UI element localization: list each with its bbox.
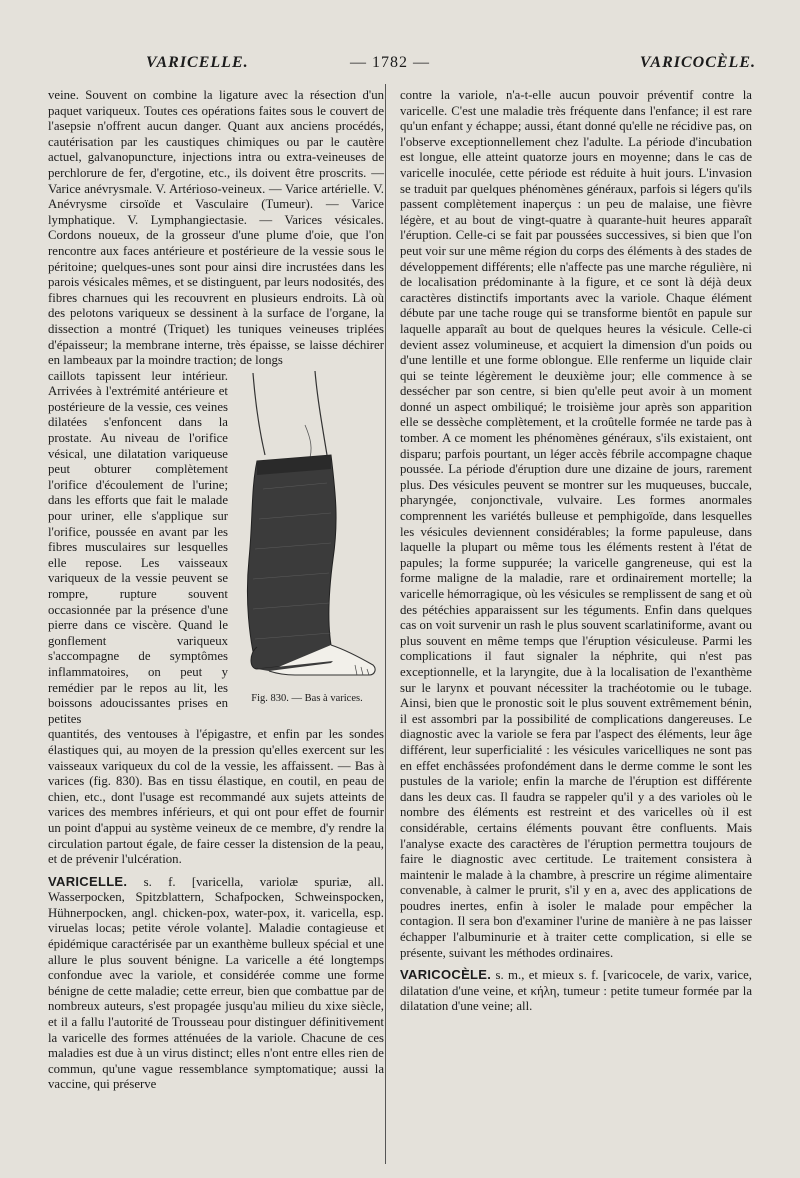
varices-text-wrapped: caillots tapissent leur intérieur. Arrivées à l'extrémité antérieure et postérieure de la vessie, ces veines dilatées s'enfoncent dans la prostate. Au niveau de l'orifice vésical, une dilatation variqueuse peut obturer complètement l'orifice d'écoulement de l'urine; dans les efforts que fait le malade pour uriner, elle s'applique sur l'orifice, poussée en avant par les fibres musculaires sur lesquelles elle repose. Les vaisseaux variqueux de la vessie peuvent se rompre, rupture souvent occasionnée par la présence d'une pierre dans ce viscère. Quand le gonflement variqueux s'accompagne de symptômes inflammatoires, on peut y remédier par le repos au lit, les boissons adoucissantes prises en petites [48,368,228,726]
varicocele-headword: VARICOCÈLE. [400,967,492,983]
figure-caption: Fig. 830. — Bas à varices. [251,692,363,704]
varicelle-headword: VARICELLE. [48,873,128,889]
varices-text-top: veine. Souvent on combine la ligature avec la résection d'un paquet variqueux. Toutes ces opérations faites sous le couvert de l'asepsie n'offrent aucun danger. Quant aux anciens procédés, cautérisation par les caustiques chimiques ou par le cautère actuel, galvanopuncture, injections intra ou extra-veineuses de perchlorure de fer, d'ergotine, etc., ils doivent être proscrits. — Varice anévrysmale. V. Artérioso-veineux. — Varice artérielle. V. Anévrysme cirsoïde et Vasculaire (Tumeur). — Varice lymphatique. V. Lymphangiectasie. — Varices vésicales. Cordons noueux, de la grosseur d'une plume d'oie, que l'on rencontre aux faces antérieure et postérieure de la vessie sous le péritoine; quelques-unes sont pour ainsi dire incrustées dans les parois vésicales mêmes, et se distinguent, par leurs nodosités, des fibres charnues qui les recouvrent en plusieurs endroits. Là où des pelotons variqueux se dessinent à la surface de l'organe, la dissection a montré (Triquet) les tuniques veineuses triplées d'épaisseur; la membrane interne, très épaisse, se laisse déchirer en lambeaux par la moindre traction; de longs [48,88,384,368]
compression-stocking-illustration [235,369,379,689]
left-column [48,88,384,1093]
figure-wrap [48,369,384,728]
right-column [400,88,752,1015]
page-number: — 1782 — [350,54,430,71]
varicelle-entry [48,874,384,1093]
header-right-word: VARICOCÈLE. [639,54,756,71]
varicocele-body: s. m., et mieux s. f. [varicocele, de varix, varice, dilatation d'une veine, et κήλη, tumeur : petite tumeur formée par la dilatation d'une veine; all. [400,968,752,1014]
varices-text-end: quantités, des ventouses à l'épigastre, et enfin par les sondes élastiques qui, au moyen de la pression qu'elles exercent sur les vaisseaux variqueux du col de la vessie, les affaissent. — Bas à varices (fig. 830). Bas en tissu élastique, en coutil, en peau de chien, etc., dont l'usage est recommandé aux sujets atteints de varices des membres inférieurs, et qui ont pour effet de fournir un point d'appui au système veineux de ce membre, d'y rendre la circulation partout égale, de faire cesser la distension de la peau, et de prévenir l'ulcération. [48,727,384,867]
figure-830 [234,369,380,728]
varicelle-continued: contre la variole, n'a-t-elle aucun pouvoir préventif contre la varicelle. C'est une maladie très fréquente dans l'enfance; il est rare qu'un enfant y échappe; aussi, étant donné qu'elle ne récidive pas, on l'observe exceptionnellement chez l'adulte. La période d'incubation est longue, elle atteint quatorze jours en moyenne; dans le cas de varicelle inoculée, cette période est réduite à huit jours. L'invasion se traduit par quelques phénomènes généraux, parfois si légers qu'ils passent complètement inaperçus : un peu de malaise, une fièvre légère, et au bout de vingt-quatre à quarante-huit heures apparaît l'éruption. Celle-ci se fait par poussées successives, si bien que l'on peut voir sur une même région du corps des éléments à des stades de développement différents; elle n'affecte pas une marche régulière, ni de localisation prédominante à la figure, et ce sont là déjà deux caractères distinctifs importants avec la variole. Chaque élément débute par une tache rouge qui se transforme bientôt en papule sur laquelle apparaît au bout de quelques heures la vésicule. Celle-ci devient assez volumineuse, et acquiert la dimension d'un poids ou d'une lentille et une forme oblongue. Elle renferme un liquide clair qui se teinte légèrement le deuxième jour; elle commence à se dessécher par son centre, si bien qu'elle peut avoir à un moment donné un aspect ombiliqué; le troisième jour après son apparition elle se dessèche complètement, et la croûtelle formée ne tarde pas à tomber. A ce moment les phénomènes généraux, s'ils existaient, ont disparu; parfois pourtant, un léger accès fébrile accompagne chaque poussée. La période d'éruption dure une dizaine de jours, rarement plus. Des vésicules peuvent se montrer sur les muqueuses, buccale, pharyngée, conjonctivale, vulvaire. Les formes anormales comprennent les variétés bulleuse et pemphigoïde, dans lesquelles les vésicules deviennent considérables; la forme papuleuse, dans laquelle la plupart ou même tous les éléments restent à l'état de papules; la forme suppurée; la varicelle gangreneuse, qui est la forme maligne de la maladie, rare et ordinairement mortelle; la varicelle hémorragique, où les vésicules se remplissent de sang et où des pétéchies apparaissent sur les téguments. Enfin dans quelques cas on voit survenir un rash le plus souvent scarlatiniforme, avant ou plus souvent en même temps que l'éruption vésiculeuse. Parmi les complications il faut signaler la néphrite, qui n'est pas exceptionnelle, et la laryngite, due à la localisation de l'exanthème sur le larynx et pouvant nécessiter la trachéotomie ou le tubage. Ainsi, bien que le pronostic soit le plus souvent extrêmement bénin, il est assombri par la possibilité de complications dangereuses. Le diagnostic avec la variole se fera par l'aspect des éléments, leur âge différent, leur superficialité : les vésicules varicelliques ne sont pas en effet enchâssées profondément dans le derme comme le sont les pustules de la variole; enfin la marche de l'éruption est différente dans les deux cas. Il faudra se rappeler qu'il y a des varioles où le nombre des éléments est restreint et des varicelles où il est considérable, certains éléments pouvant être confluents. Mais l'analyse exacte des caractères de l'éruption permettra toujours de faire le diagnostic avec certitude. Le traitement consistera à maintenir le malade à la chambre, à prescrire un régime alimentaire convenable, à calmer le prurit, s'il y en a, avec des applications de poudres inertes, enfin à isoler le malade pour empêcher la contagion. Il sera bon d'examiner l'urine de manière à ne pas laisser échapper l'albuminurie et à traiter cette complication, si elle se présente, suivant les méthodes ordinaires. [400,88,752,960]
header-left-word: VARICELLE. [146,54,249,71]
column-divider [385,84,386,1164]
running-head [42,54,760,80]
varicelle-body: s. f. [varicella, variolæ spuriæ, all. Wasserpocken, Spitzblattern, Schafpocken, Schweinspocken, Hühnerpocken, angl. chicken-pox, water-pox, it. varicella, esp. viruelas locas; petite vérole volante]. Maladie contagieuse et épidémique caractérisée par un exanthème bulleux spécial et une allure le plus souvent bénigne. La varicelle a été longtemps confondue avec la variole, et considérée comme une forme bénigne de cette maladie; cette erreur, bien que combattue par de nombreux auteurs, s'est propagée jusqu'au milieu du xixe siècle, et il a fallu l'autorité de Trousseau pour distinguer définitivement la varicelle des formes atténuées de la variole. Chacune de ces maladies est due à un virus distinct; elles n'ont entre elles rien de commun, qu'une vague ressemblance symptomatique; aussi la vaccine, qui préserve [48,874,384,1092]
varicocele-entry [400,967,752,1015]
